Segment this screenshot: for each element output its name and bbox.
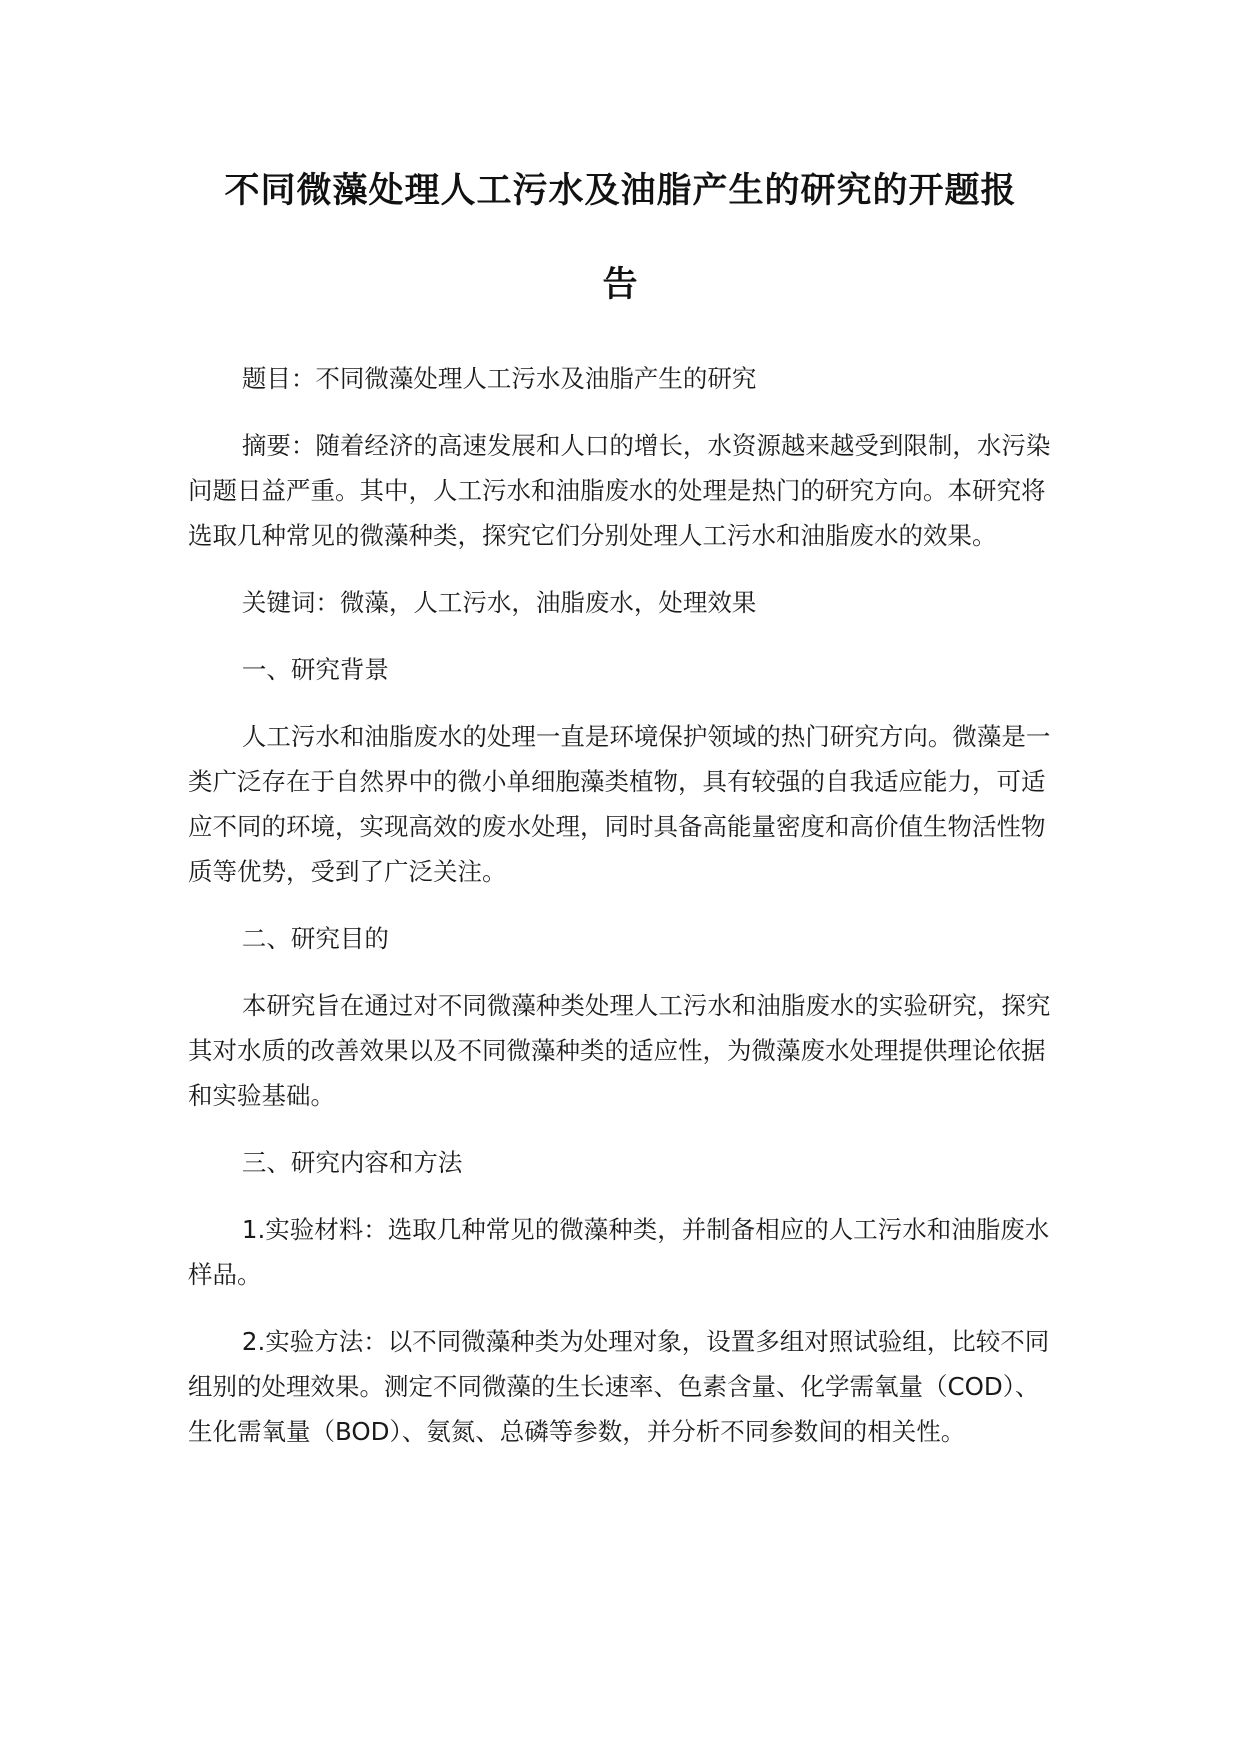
background-paragraph: 人工污水和油脂废水的处理一直是环境保护领域的热门研究方向。微藻是一类广泛存在于自然界中的微小单细胞藻类植物，具有较强的自我适应能力，可适应不同的环境，实现高效的废水处理，同时具备高能量密度和高价值生物活性物质等优势，受到了广泛关注。 [188,722,1051,886]
purpose-paragraph: 本研究旨在通过对不同微藻种类处理人工污水和油脂废水的实验研究，探究其对水质的改善效果以及不同微藻种类的适应性，为微藻废水处理提供理论依据和实验基础。 [188,991,1051,1110]
abstract-paragraph: 摘要：随着经济的高速发展和人口的增长，水资源越来越受到限制，水污染问题日益严重。其中，人工污水和油脂废水的处理是热门的研究方向。本研究将选取几种常见的微藻种类，探究它们分别处理人工污水和油脂废水的效果。 [188,431,1051,550]
methods-paragraph: 2.实验方法：以不同微藻种类为处理对象，设置多组对照试验组，比较不同组别的处理效果。测定不同微藻的生长速率、色素含量、化学需氧量（COD）、生化需氧量（BOD）、氨氮、总磷等参数，并分析不同参数间的相关性。 [188,1327,1050,1446]
title-line-2: 告 [602,265,639,305]
document-body [188,356,1053,1454]
keywords-paragraph: 关键词：微藻，人工污水，油脂废水，处理效果 [241,588,757,617]
section-heading-purpose: 二、研究目的 [241,924,389,953]
document-title [188,0,1053,332]
title-line-1: 不同微藻处理人工污水及油脂产生的研究的开题报 [224,171,1017,211]
materials-paragraph: 1.实验材料：选取几种常见的微藻种类，并制备相应的人工污水和油脂废水样品。 [188,1215,1050,1289]
section-heading-content-methods: 三、研究内容和方法 [241,1148,463,1177]
section-heading-background: 一、研究背景 [241,655,389,684]
topic-paragraph: 题目：不同微藻处理人工污水及油脂产生的研究 [241,364,757,393]
